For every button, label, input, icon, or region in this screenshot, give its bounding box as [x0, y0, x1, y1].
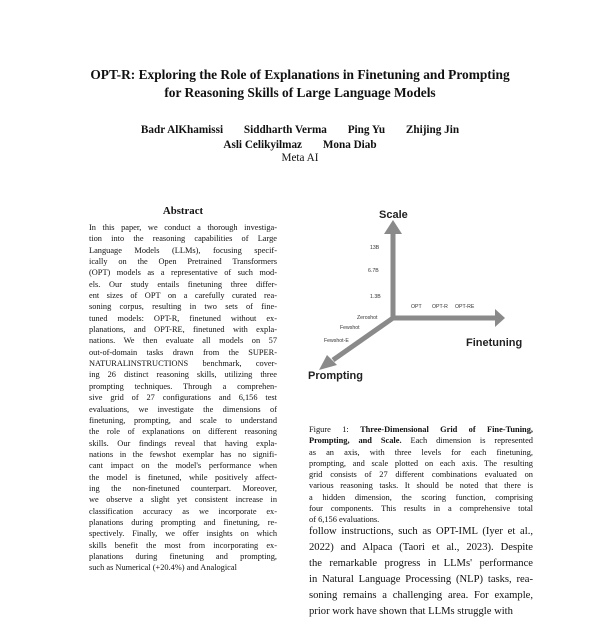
- scale-tick-label: 13B: [370, 245, 380, 251]
- caption-line: grid consists of 27 different combinations evaluated on: [309, 470, 533, 480]
- finetuning-tick-label: OPT-R: [432, 304, 448, 310]
- prompting-tick-label: Fewshot-E: [324, 338, 349, 344]
- caption-line: Prompting, and Scale. Each dimension is represented: [309, 436, 533, 446]
- body-line: soning remains a challenging area. For example,: [309, 590, 533, 601]
- abstract-line: planations, and OPT-RE, finetuned with expla-: [89, 325, 277, 335]
- scale-tick-label: 1.3B: [370, 294, 381, 300]
- abstract-line: planations during finetuning and prompting,: [89, 551, 277, 561]
- abstract-line: classification accuracy as we incorporate ex-: [89, 506, 277, 516]
- author-name: Siddharth Verma: [243, 124, 327, 136]
- abstract-line: evaluations, we investigate the dimensions of: [89, 404, 277, 414]
- title-line-2: for Reasoning Skills of Large Language Models: [164, 85, 436, 100]
- author-row-1: [60, 123, 540, 138]
- author-row-2: [60, 138, 540, 153]
- abstract-line: soning corpus, resulting in two sets of fine-: [89, 302, 277, 312]
- abstract-line: planations during prompting and finetuning, re-: [89, 517, 277, 527]
- abstract-line: Language Models (LLMs), focusing specif-: [89, 245, 277, 255]
- author-name: Ping Yu: [347, 124, 386, 136]
- scale-arrowhead: [384, 220, 402, 234]
- figure-caption: [309, 424, 533, 526]
- abstract-line: (OPT) models as a representative of such mod-: [89, 268, 277, 278]
- abstract-line: sive grid of 27 configurations and 6,156 test: [89, 393, 277, 403]
- finetuning-axis-label: Finetuning: [466, 337, 523, 349]
- abstract-line: tuned models: OPT-R, finetuned without ex-: [89, 313, 277, 323]
- body-line: the remarkable progress in LLMs' performance: [309, 558, 533, 569]
- abstract-line: we observe a slight yet consistent increase in: [89, 495, 277, 505]
- prompting-tick-label: Zeroshot: [357, 315, 378, 321]
- author-name: Zhijing Jin: [405, 124, 460, 136]
- body-line: 2022) and Alpaca (Taori et al., 2023). Despite: [309, 542, 533, 553]
- abstract-line: ing 26 distinct reasoning skills, utilizing three: [89, 370, 277, 380]
- caption-line: prompting, and scale plotted on each axis. The resulting: [309, 458, 533, 468]
- scale-tick-label: 6.7B: [368, 268, 379, 274]
- prompting-tick-label: Fewshot: [340, 325, 360, 331]
- caption-line: a hidden dimension, the scoring function, comprising: [309, 492, 533, 502]
- abstract-line: prompting techniques. Through a comprehen-: [89, 381, 277, 391]
- affiliation: Meta AI: [281, 152, 319, 164]
- abstract-line: ically on the Open Pretrained Transformers: [89, 257, 277, 267]
- caption-line: of 6,156 evaluations.: [309, 515, 380, 525]
- body-line: prior work have shown that LLMs struggle with: [309, 606, 513, 617]
- abstract-line: the model is finetuned, while positively affect-: [89, 472, 277, 482]
- finetuning-tick-label: OPT: [411, 304, 422, 310]
- abstract-line: nations. We then evaluate all models on 57: [89, 336, 277, 346]
- abstract-line: nations in the fewshot exemplar has no signifi-: [89, 449, 277, 459]
- abstract-line: spectively. Finally, we offer insights on which: [89, 529, 277, 539]
- caption-line: as an axis, with three levels for each finetuning,: [309, 447, 533, 457]
- abstract-line: the role of explanations on different reasoning: [89, 427, 277, 437]
- abstract-line: out-of-domain tasks drawn from the SUPER-: [89, 347, 277, 357]
- body-line: in Natural Language Processing (NLP) tasks, rea-: [309, 574, 533, 585]
- abstract-line: In this paper, we conduct a thorough investiga-: [89, 223, 277, 232]
- body-text: [309, 524, 533, 620]
- caption-line: Figure 1: Three-Dimensional Grid of Fine-Tuning,: [309, 425, 533, 434]
- abstract-heading: Abstract: [162, 205, 204, 217]
- author-name: Mona Diab: [322, 139, 377, 151]
- abstract-line: such as Numerical (+20.4%) and Analogical: [89, 563, 237, 573]
- abstract-line: skills benefit the most from incorporating ex-: [89, 540, 277, 550]
- abstract-line: els. Our study entails finetuning three differ-: [89, 279, 277, 289]
- paper-title: [40, 66, 560, 102]
- scale-axis-label: Scale: [379, 209, 408, 221]
- abstract-line: tion into the reasoning capabilities of Large: [89, 234, 277, 244]
- abstract-line: ent sizes of OPT on a carefully curated rea-: [89, 291, 277, 301]
- abstract-line: NATURALINSTRUCTIONS benchmark, cover-: [89, 359, 277, 369]
- body-line: follow instructions, such as OPT-IML (Iyer et al.,: [309, 526, 533, 537]
- prompting-axis-label: Prompting: [308, 370, 363, 382]
- abstract-line: ing the non-finetuned counterpart. Moreover,: [89, 483, 277, 493]
- abstract-body: [89, 222, 277, 574]
- finetuning-tick-label: OPT-RE: [455, 304, 475, 310]
- caption-line: various reasoning tasks. It should be noted that there is: [309, 481, 533, 491]
- abstract-line: finetuning, prompting, and scale to understand: [89, 415, 277, 425]
- title-line-1: OPT-R: Exploring the Role of Explanations in Finetuning and Prompting: [90, 67, 510, 82]
- finetuning-arrowhead: [495, 309, 505, 327]
- author-name: Badr AlKhamissi: [140, 124, 224, 136]
- abstract-line: skills. Our findings reveal that having expla-: [89, 438, 277, 448]
- author-name: Asli Celikyilmaz: [223, 139, 303, 151]
- author-list: [60, 123, 540, 153]
- abstract-line: cant impact on the model's performance when: [89, 461, 277, 471]
- figure-3d-grid: [305, 200, 523, 390]
- caption-line: four components. This results in a comprehensive total: [309, 504, 533, 514]
